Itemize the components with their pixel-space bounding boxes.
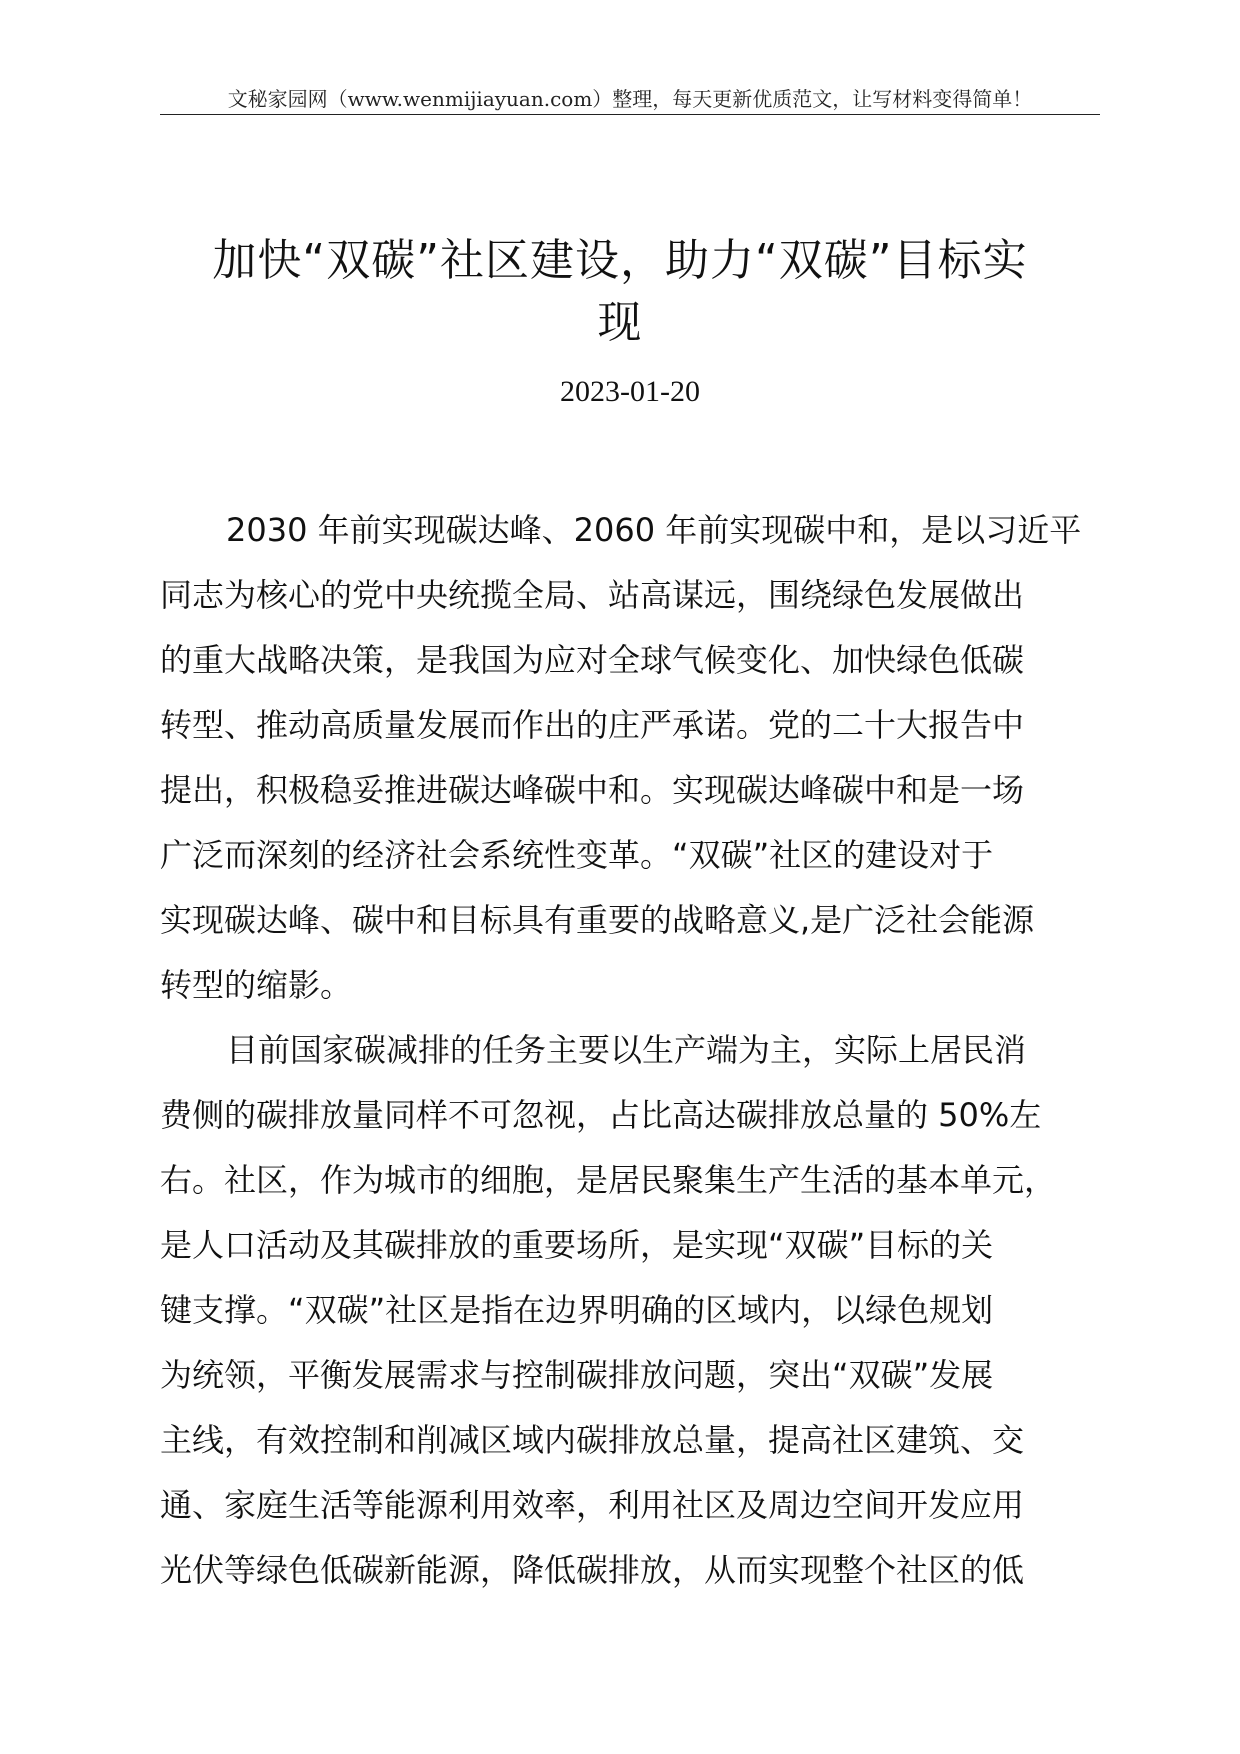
paragraph-line: 转型的缩影。 xyxy=(160,966,353,1004)
paragraph-line: 转型、推动高质量发展而作出的庄严承诺。党的二十大报告中 xyxy=(160,706,1025,744)
paragraph-line: 目前国家碳减排的任务主要以生产端为主，实际上居民消 xyxy=(226,1031,1027,1069)
paragraph xyxy=(160,1018,1120,1603)
article-body xyxy=(160,498,1120,1603)
page-header: 文秘家园网（www.wenmijiayuan.com）整理，每天更新优质范文，让写材料变得简单！ xyxy=(227,87,1033,111)
paragraph-line: 为统领，平衡发展需求与控制碳排放问题，突出“双碳”发展 xyxy=(160,1356,994,1394)
paragraph-line: 提出，积极稳妥推进碳达峰碳中和。实现碳达峰碳中和是一场 xyxy=(160,771,1025,809)
paragraph-line: 是人口活动及其碳排放的重要场所，是实现“双碳”目标的关 xyxy=(160,1226,994,1264)
article-title-line-2: 现 xyxy=(597,297,643,348)
paragraph-line: 光伏等绿色低碳新能源，降低碳排放，从而实现整个社区的低 xyxy=(160,1551,1025,1589)
paragraph-line: 实现碳达峰、碳中和目标具有重要的战略意义,是广泛社会能源 xyxy=(160,901,1035,939)
paragraph-line: 同志为核心的党中央统揽全局、站高谋远，围绕绿色发展做出 xyxy=(160,576,1025,614)
paragraph-line: 广泛而深刻的经济社会系统性变革。“双碳”社区的建设对于 xyxy=(160,836,994,874)
article-title-line-1: 加快“双碳”社区建设，助力“双碳”目标实 xyxy=(212,235,1028,286)
paragraph-line: 键支撑。“双碳”社区是指在边界明确的区域内，以绿色规划 xyxy=(160,1291,994,1329)
paragraph-line: 右。社区，作为城市的细胞，是居民聚集生产生活的基本单元， xyxy=(160,1161,1057,1199)
header-divider xyxy=(160,114,1100,115)
paragraph-line: 2030 年前实现碳达峰、2060 年前实现碳中和，是以习近平 xyxy=(226,511,1082,549)
paragraph-line: 主线，有效控制和削减区域内碳排放总量，提高社区建筑、交 xyxy=(160,1421,1025,1459)
paragraph xyxy=(160,498,1120,1018)
paragraph-line: 的重大战略决策，是我国为应对全球气候变化、加快绿色低碳 xyxy=(160,641,1025,679)
paragraph-line: 通、家庭生活等能源利用效率，利用社区及周边空间开发应用 xyxy=(160,1486,1025,1524)
article-date: 2023-01-20 xyxy=(560,375,700,408)
article-title xyxy=(150,230,1090,354)
paragraph-line: 费侧的碳排放量同样不可忽视，占比高达碳排放总量的 50%左 xyxy=(160,1096,1042,1134)
